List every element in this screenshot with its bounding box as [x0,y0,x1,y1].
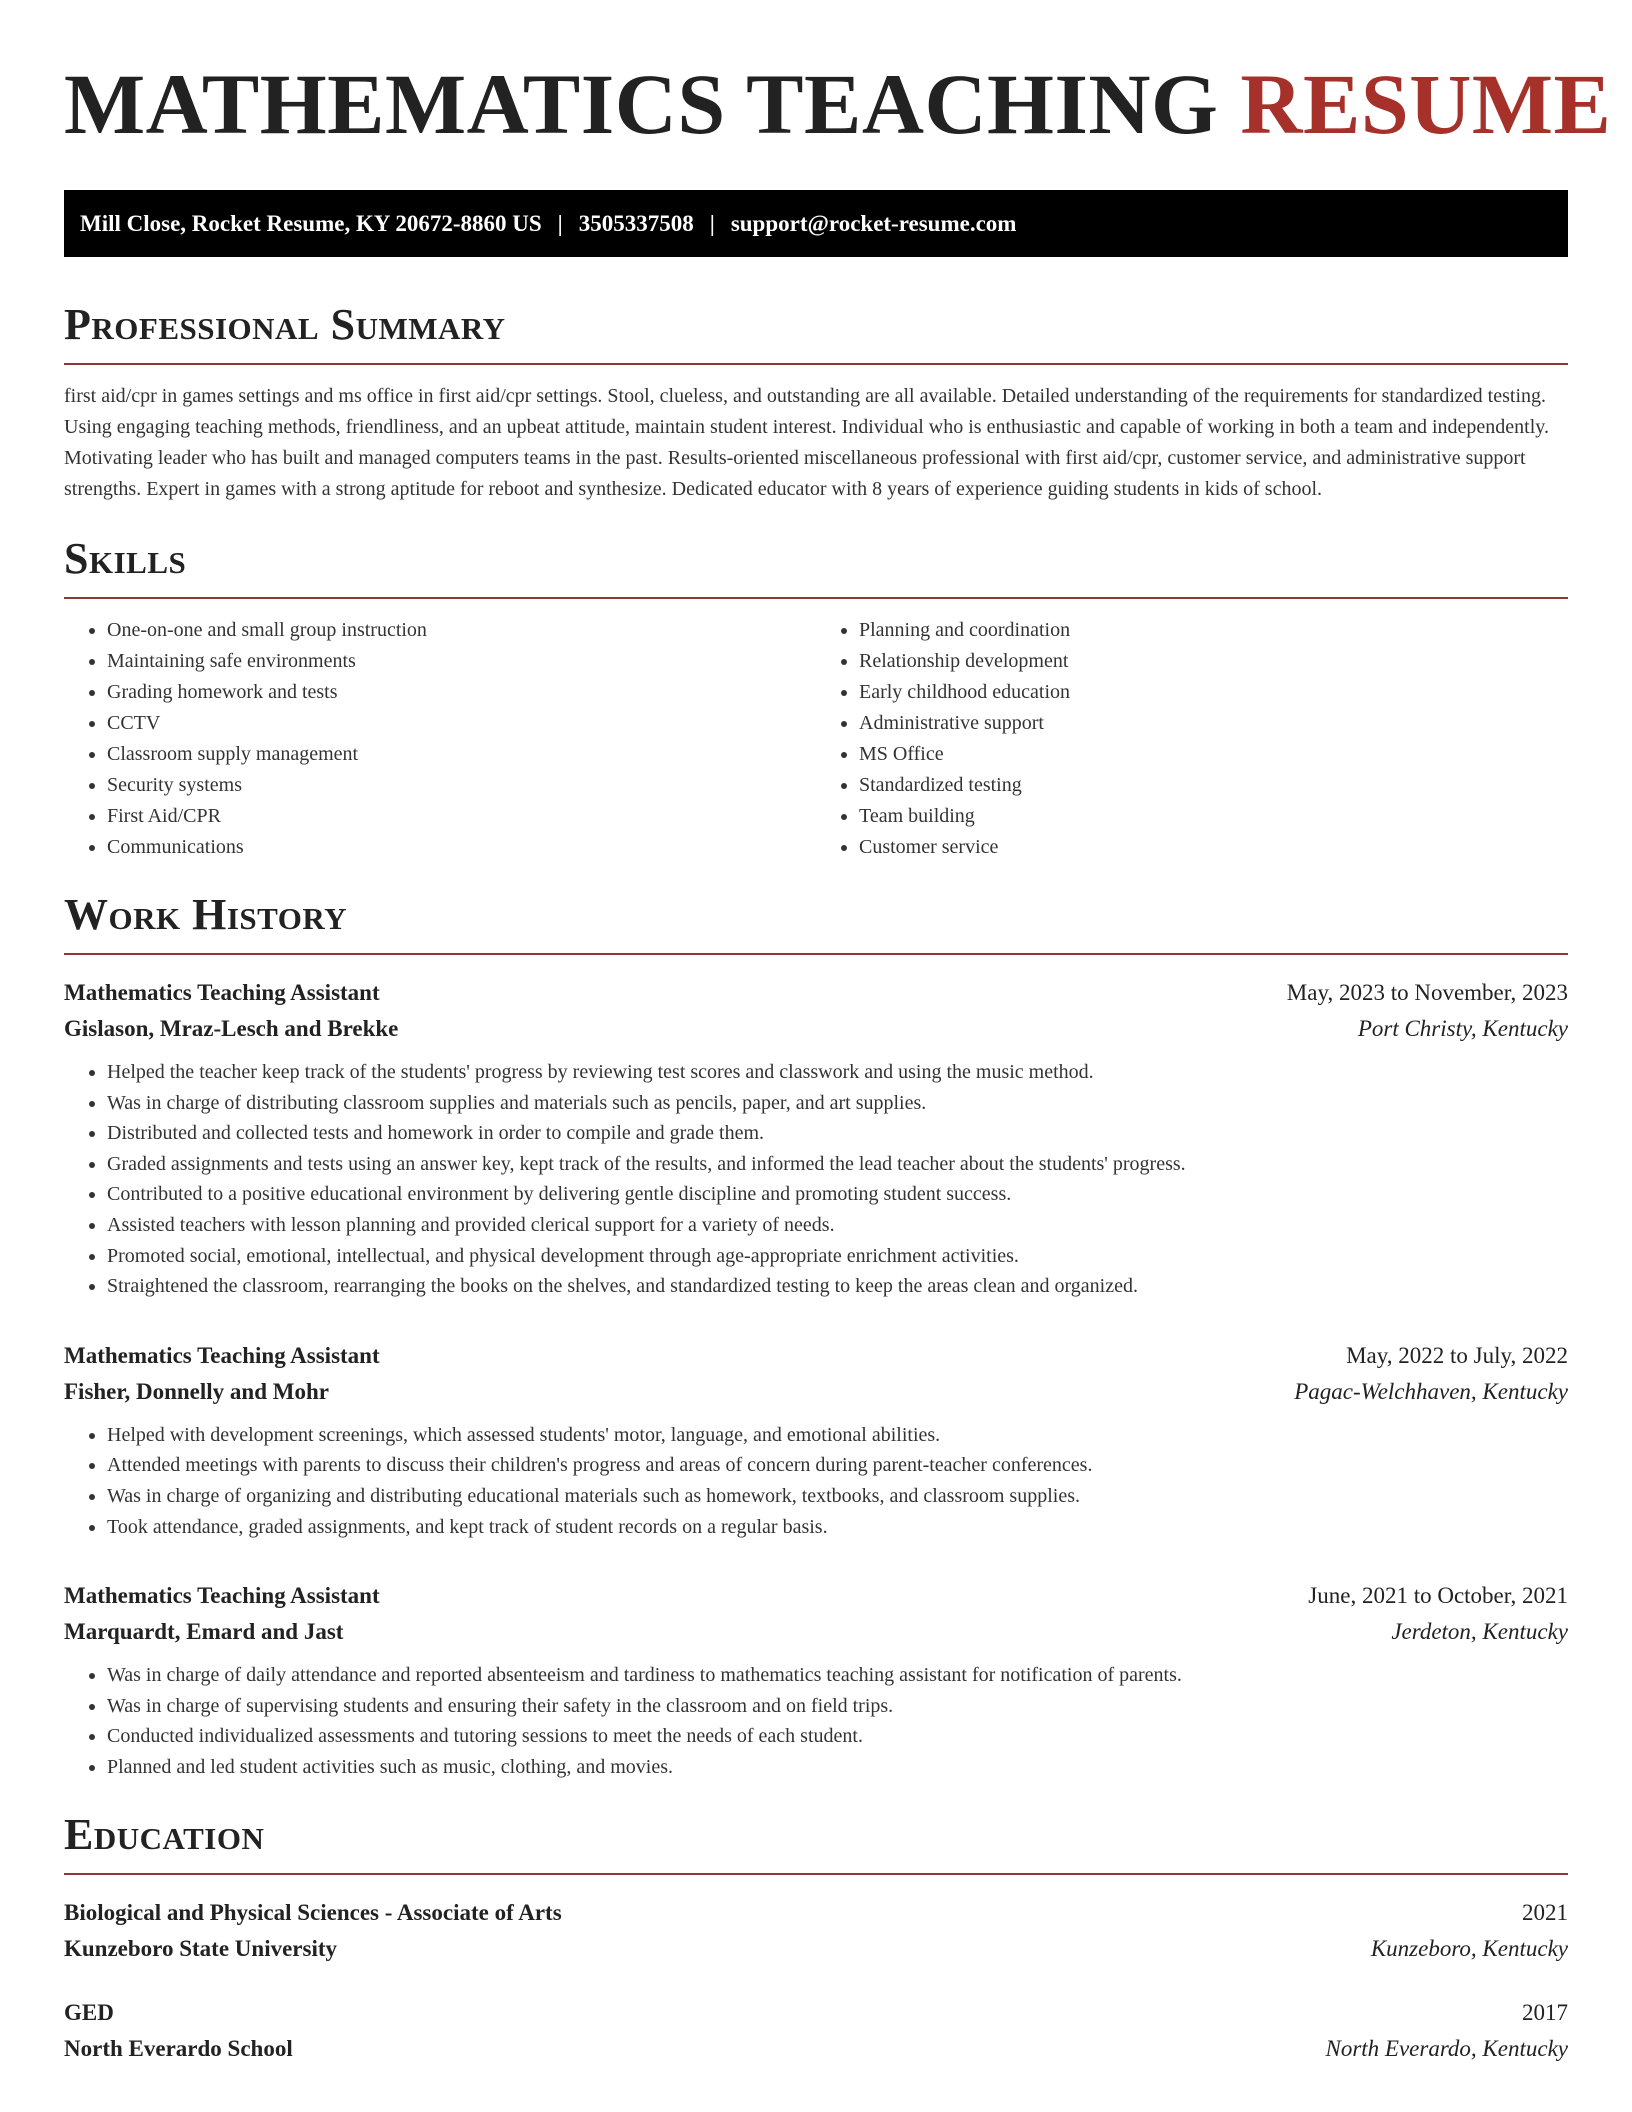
summary-section [64,299,1568,505]
skill-item: • First Aid/CPR [107,801,816,832]
job-bullets [64,1057,1568,1302]
skill-item: • Team building [859,801,1568,832]
job-bullet: • Promoted social, emotional, intellectual, and physical development through age-appropriate enrichment activities. [107,1241,1568,1272]
job-employer: Fisher, Donnelly and Mohr [64,1378,329,1404]
education-school: Kunzeboro State University [64,1935,338,1961]
section-divider [64,597,1568,599]
work-history-heading: Work History [64,890,348,939]
skills-section [64,533,1568,863]
job-location: Pagac-Welchhaven, Kentucky [1294,1378,1568,1404]
skill-item: • One-on-one and small group instruction [107,615,816,646]
job-location: Port Christy, Kentucky [1357,1016,1568,1041]
job-bullet: • Conducted individualized assessments and tutoring sessions to meet the needs of each student. [107,1721,1568,1752]
section-divider [64,953,1568,955]
job-employer: Gislason, Mraz-Lesch and Brekke [64,1016,399,1041]
resume-title [64,56,1612,152]
skill-item: • Customer service [859,832,1568,863]
section-divider [64,363,1568,365]
job-bullet: • Helped the teacher keep track of the students' progress by reviewing test scores and classwork and using the music method. [107,1057,1568,1088]
job-title: Mathematics Teaching Assistant [64,980,380,1005]
job-title: Mathematics Teaching Assistant [64,1342,380,1368]
contact-separator: | [709,210,715,236]
job-bullet: • Was in charge of supervising students and ensuring their safety in the classroom and on field trips. [107,1691,1568,1722]
job-bullet: • Attended meetings with parents to discuss their children's progress and areas of concern during parent-teacher conferences. [107,1450,1568,1481]
education-year: 2021 [1522,1899,1568,1925]
education-location: North Everardo, Kentucky [1325,2035,1568,2061]
education-heading: Education [64,1809,265,1859]
summary-heading: Professional Summary [64,300,506,349]
job-entry [64,1338,1568,1542]
education-degree: Biological and Physical Sciences - Associate of Arts [64,1899,562,1925]
job-bullets [64,1420,1568,1542]
skill-item: • Communications [107,832,816,863]
skill-item: • Standardized testing [859,770,1568,801]
skill-item: • Classroom supply management [107,739,816,770]
skill-item: • Relationship development [859,646,1568,677]
skills-right-column [816,615,1568,863]
job-bullet: • Planned and led student activities such as music, clothing, and movies. [107,1752,1568,1783]
education-school: North Everardo School [64,2035,293,2061]
skill-item: • CCTV [107,708,816,739]
job-bullet: • Straightened the classroom, rearranging the books on the shelves, and standardized testing to keep the areas clean and organized. [107,1271,1568,1302]
skill-item: • Security systems [107,770,816,801]
job-bullet: • Distributed and collected tests and homework in order to compile and grade them. [107,1118,1568,1149]
education-entry [64,1995,1568,2067]
job-title: Mathematics Teaching Assistant [64,1583,380,1609]
job-bullet: • Was in charge of organizing and distributing educational materials such as homework, textbooks, and classroom supplies. [107,1481,1568,1512]
contact-address: Mill Close, Rocket Resume, KY 20672-8860 US [80,210,542,236]
job-bullet: • Graded assignments and tests using an answer key, kept track of the results, and informed the lead teacher about the students' progress. [107,1149,1568,1180]
education-section [64,1809,1568,2067]
job-bullet: • Was in charge of daily attendance and reported absenteeism and tardiness to mathematics teaching assistant for notification of parents. [107,1660,1568,1691]
education-location: Kunzeboro, Kentucky [1370,1935,1568,1961]
skill-item: • MS Office [859,739,1568,770]
skill-item: • Planning and coordination [859,615,1568,646]
job-bullet: • Was in charge of distributing classroom supplies and materials such as pencils, paper, and art supplies. [107,1088,1568,1119]
job-bullets [64,1660,1568,1782]
job-bullet: • Helped with development screenings, which assessed students' motor, language, and emotional abilities. [107,1420,1568,1451]
education-year: 2017 [1522,1999,1568,2025]
title-accent: RESUME [1240,56,1612,152]
job-entry [64,975,1568,1302]
job-dates: June, 2021 to October, 2021 [1308,1583,1568,1609]
skills-left-column [64,615,816,863]
contact-bar [64,190,1568,257]
skill-item: • Grading homework and tests [107,677,816,708]
skills-heading: Skills [64,534,187,583]
job-dates: May, 2022 to July, 2022 [1346,1342,1568,1368]
contact-phone: 3505337508 [578,210,694,236]
job-bullet: • Assisted teachers with lesson planning and provided clerical support for a variety of needs. [107,1210,1568,1241]
job-bullet: • Took attendance, graded assignments, and kept track of student records on a regular basis. [107,1512,1568,1543]
skill-item: • Early childhood education [859,677,1568,708]
job-dates: May, 2023 to November, 2023 [1286,980,1568,1005]
work-history-section [64,889,1568,1783]
section-divider [64,1873,1568,1875]
job-bullet: • Contributed to a positive educational environment by delivering gentle discipline and promoting student success. [107,1179,1568,1210]
job-employer: Marquardt, Emard and Jast [64,1619,344,1645]
skill-item: • Maintaining safe environments [107,646,816,677]
title-main: MATHEMATICS TEACHING [64,56,1219,152]
summary-text: first aid/cpr in games settings and ms office in first aid/cpr settings. Stool, clueless, and outstanding are all available. Detailed understanding of the requirements for standardized testing. Using engaging teaching methods, friendliness, and an upbeat attitude, maintain student interest. Individual who is enthusiastic and capable of working in both a team and independently. Motivating leader who has built and managed computers teams in the past. Results-oriented miscellaneous professional with first aid/cpr, customer service, and administrative support strengths. Expert in games with a strong aptitude for reboot and synthesize. Dedicated educator with 8 years of experience guiding students in kids of school. [64,385,1549,500]
job-entry [64,1578,1568,1782]
education-degree: GED [64,1999,114,2025]
skills-grid [64,615,1568,863]
job-location: Jerdeton, Kentucky [1391,1619,1568,1645]
contact-separator: | [557,210,563,236]
skill-item: • Administrative support [859,708,1568,739]
education-entry [64,1895,1568,1967]
contact-email: support@rocket-resume.com [730,210,1017,236]
